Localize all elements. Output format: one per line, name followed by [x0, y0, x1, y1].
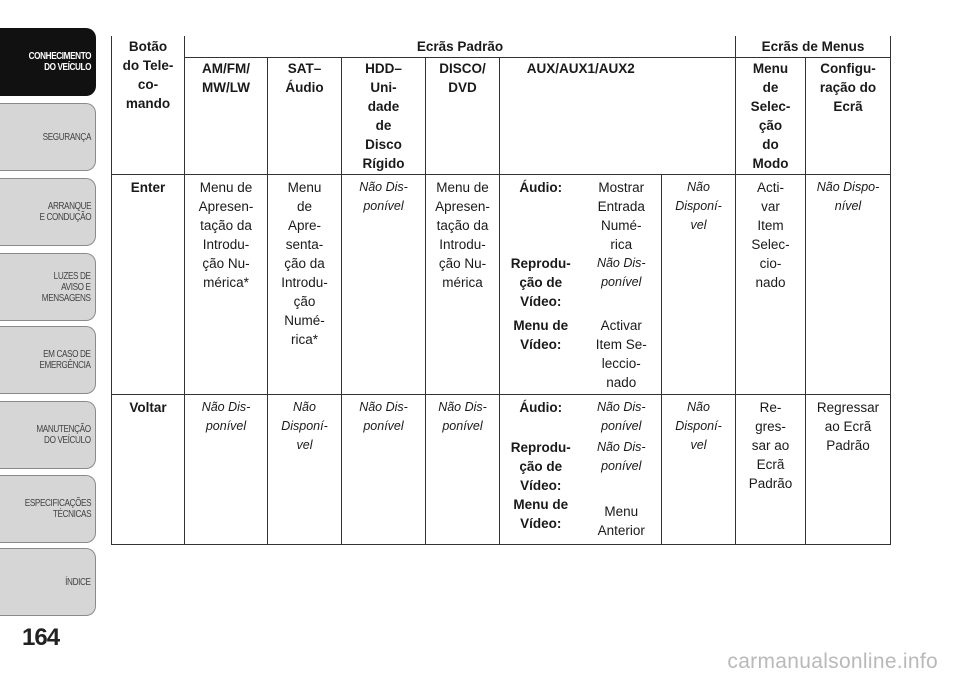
- aux-audio-value: Mostrar Entrada Numé- rica: [597, 180, 645, 252]
- row-label-enter: Enter: [112, 175, 185, 395]
- cell-voltar-config: Regressar ao Ecrã Padrão: [806, 395, 891, 545]
- column-header-row: [112, 58, 891, 175]
- tab-arranque-e-conducao[interactable]: [0, 178, 96, 246]
- column-header-mode-menu: Menu de Selec- ção do Modo: [736, 58, 806, 175]
- tab-conhecimento-do-veiculo[interactable]: [0, 28, 96, 96]
- aux-menu-value: Activar Item Se- leccio- nado: [595, 318, 647, 390]
- tab-em-caso-de-emergencia[interactable]: [0, 326, 96, 394]
- tab-label: ÍNDICE: [65, 575, 91, 588]
- cell-voltar-mode: Re- gres- sar ao Ecrã Padrão: [736, 395, 806, 545]
- cell-enter-mode: Acti- var Item Selec- cio- nado: [736, 175, 806, 395]
- aux-video-value: Não Dis- ponível: [596, 440, 646, 473]
- tab-label: ESPECIFICAÇÕES TÉCNICAS: [24, 497, 91, 520]
- aux-video-label: Reprodu- ção de Vídeo:: [510, 440, 571, 493]
- aux-audio-label: Áudio:: [519, 180, 563, 195]
- tab-label: EM CASO DE EMERGÊNCIA: [39, 348, 91, 371]
- tab-label: ARRANQUE E CONDUÇÃO: [39, 200, 91, 223]
- cell-enter-config: Não Dispo- nível: [806, 175, 891, 395]
- tab-manutencao-do-veiculo[interactable]: [0, 401, 96, 469]
- cell-voltar-am: Não Dis- ponível: [185, 395, 268, 545]
- tab-luzes-de-aviso[interactable]: [0, 253, 96, 321]
- column-header-sat: SAT– Áudio: [268, 58, 342, 175]
- row-label-voltar: Voltar: [112, 395, 185, 545]
- tab-label: LUZES DE AVISO E MENSAGENS: [42, 269, 91, 304]
- aux-menu-value: Menu Anterior: [597, 504, 645, 538]
- page-number: 164: [22, 624, 60, 651]
- cell-enter-hdd: Não Dis- ponível: [342, 175, 426, 395]
- button-column-header: Botão do Tele- co- mando: [112, 36, 185, 175]
- menu-screens-header: Ecrãs de Menus: [736, 36, 891, 58]
- aux-audio-value: Não Dis- ponível: [596, 400, 646, 433]
- aux-menu-label: Menu de Vídeo:: [513, 497, 569, 531]
- aux-menu-label: Menu de Vídeo:: [513, 318, 569, 352]
- cell-enter-aux-values: [582, 175, 662, 395]
- column-header-aux: AUX/AUX1/AUX2: [500, 58, 662, 175]
- cell-enter-extra: Não Disponí- vel: [662, 175, 736, 395]
- cell-voltar-extra: Não Disponí- vel: [662, 395, 736, 545]
- tab-label: MANUTENÇÃO DO VEÍCULO: [36, 423, 91, 446]
- table-row-enter: [112, 175, 891, 395]
- tab-especificacoes-tecnicas[interactable]: [0, 475, 96, 543]
- cell-enter-sat: Menu de Apre- senta- ção da Introdu- ção Numé- rica*: [268, 175, 342, 395]
- column-header-hdd: HDD– Uni- dade de Disco Rígido: [342, 58, 426, 175]
- table-row-voltar: [112, 395, 891, 545]
- column-header-am-fm: AM/FM/ MW/LW: [185, 58, 268, 175]
- cell-voltar-hdd: Não Dis- ponível: [342, 395, 426, 545]
- cell-voltar-aux-values: [582, 395, 662, 545]
- cell-voltar-sat: Não Disponí- vel: [268, 395, 342, 545]
- column-header-config: Configu- ração do Ecrã: [806, 58, 891, 175]
- watermark: carmanualsonline.info: [727, 650, 938, 673]
- column-header-empty: [662, 58, 736, 175]
- standard-screens-header: Ecrãs Padrão: [185, 36, 736, 58]
- aux-video-label: Reprodu- ção de Vídeo:: [510, 256, 571, 309]
- column-header-disc: DISCO/ DVD: [426, 58, 500, 175]
- cell-voltar-aux-labels: [500, 395, 582, 545]
- tab-label: SEGURANÇA: [42, 130, 91, 143]
- cell-enter-disc: Menu de Apresen- tação da Introdu- ção Nu- mérica: [426, 175, 500, 395]
- tab-seguranca[interactable]: [0, 103, 96, 171]
- cell-enter-am: Menu de Apresen- tação da Introdu- ção Nu- mérica*: [185, 175, 268, 395]
- aux-video-value: Não Dis- ponível: [596, 256, 646, 289]
- tab-label: CONHECIMENTO DO VEÍCULO: [28, 50, 91, 73]
- group-header-row: [112, 36, 891, 58]
- aux-audio-label: Áudio:: [519, 400, 563, 415]
- cell-enter-aux-labels: [500, 175, 582, 395]
- cell-voltar-disc: Não Dis- ponível: [426, 395, 500, 545]
- tab-indice[interactable]: [0, 548, 96, 616]
- remote-buttons-table: [111, 36, 891, 545]
